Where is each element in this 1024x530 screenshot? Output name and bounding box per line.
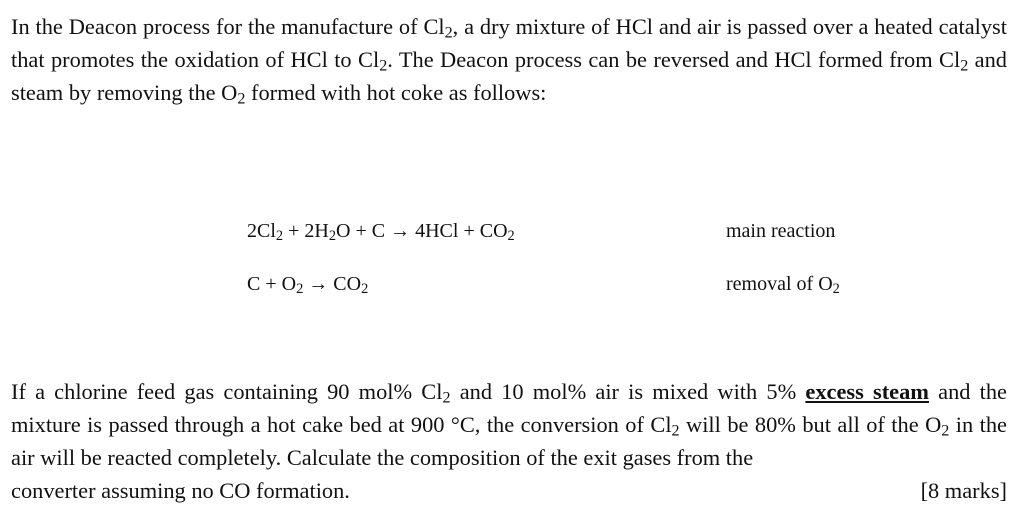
- equation-text: + 2H: [283, 220, 329, 242]
- equation-text: C + O: [247, 273, 297, 295]
- intro-text-2: , a dry mixture of HCl and air is passed over a heated catalyst that promotes the oxidation of HCl to Cl: [11, 14, 1007, 72]
- main-reaction-label: [726, 218, 835, 244]
- oxygen-removal-label: [726, 271, 840, 297]
- question-text-4: will be 80% but all of the O: [679, 412, 942, 437]
- intro-paragraph: [11, 10, 1007, 109]
- label-text: removal of O: [726, 273, 833, 295]
- equation-text: → CO: [303, 273, 362, 295]
- question-text-2: and 10 mol% air is mixed with 5%: [450, 379, 806, 404]
- question-text-1: If a chlorine feed gas containing 90 mol% Cl: [11, 379, 443, 404]
- intro-text-5: formed with hot coke as follows:: [245, 80, 547, 105]
- intro-text-3: . The Deacon process can be reversed and HCl formed from Cl: [387, 47, 961, 72]
- intro-text-1: In the Deacon process for the manufacture of Cl: [11, 14, 445, 39]
- subscript: 2: [960, 57, 969, 75]
- subscript: 2: [237, 90, 246, 108]
- subscript: 2: [379, 57, 388, 75]
- subscript: 2: [361, 281, 369, 298]
- subscript: 2: [444, 24, 453, 42]
- subscript: 2: [941, 422, 950, 440]
- equation-text: 2Cl: [247, 220, 276, 242]
- question-paragraph: [11, 375, 1007, 507]
- subscript: 2: [832, 281, 840, 298]
- question-text-5: in the air will be reacted completely. Calculate the composition of the exit gases from the: [11, 412, 1007, 470]
- main-reaction-equation: [247, 218, 515, 244]
- subscript: 2: [328, 228, 337, 245]
- oxygen-removal-equation: [247, 271, 368, 297]
- marks-label: [8 marks]: [920, 478, 1007, 503]
- subscript: 2: [442, 389, 451, 407]
- subscript: 2: [671, 422, 680, 440]
- label-text: main reaction: [726, 220, 836, 242]
- equation-text: O + C → 4HCl + CO: [336, 220, 508, 242]
- subscript: 2: [507, 228, 515, 245]
- excess-steam-emphasis: excess steam: [805, 379, 929, 404]
- question-last-line: [11, 474, 1007, 507]
- question-text-3: and the mixture is passed through a hot cake bed at 900 °C, the conversion of Cl: [11, 379, 1007, 437]
- question-last-text: converter assuming no CO formation.: [11, 478, 350, 503]
- subscript: 2: [296, 281, 304, 298]
- intro-text-4: and steam by removing the O: [11, 47, 1007, 105]
- subscript: 2: [275, 228, 284, 245]
